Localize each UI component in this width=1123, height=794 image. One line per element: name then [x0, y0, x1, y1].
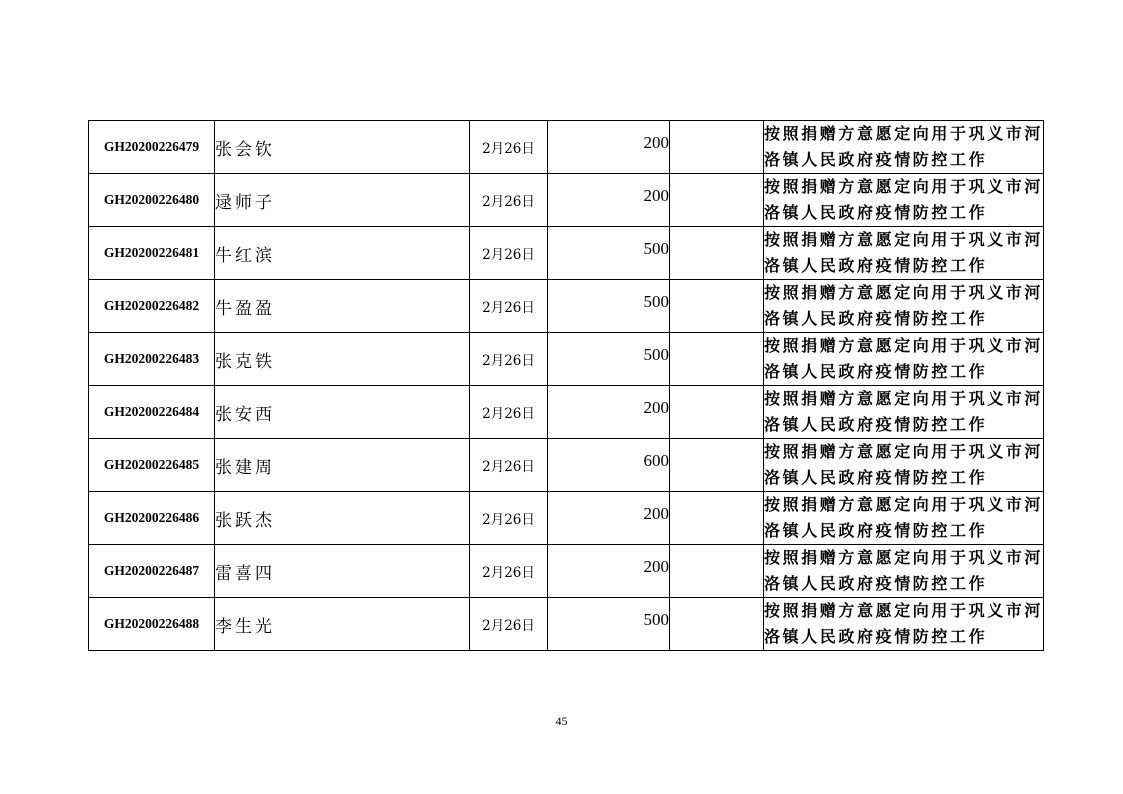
amount-value: 500 — [643, 239, 669, 258]
donation-id: GH20200226487 — [89, 545, 215, 598]
donation-date: 2月26日 — [470, 439, 548, 492]
donation-date: 2月26日 — [470, 386, 548, 439]
table-row — [89, 174, 1044, 227]
donation-id: GH20200226484 — [89, 386, 215, 439]
donation-date: 2月26日 — [470, 545, 548, 598]
donation-date: 2月26日 — [470, 598, 548, 651]
note-cell — [670, 174, 764, 227]
donation-purpose: 按照捐赠方意愿定向用于巩义市河洛镇人民政府疫情防控工作 — [764, 280, 1044, 333]
note-cell — [670, 121, 764, 174]
table-row — [89, 545, 1044, 598]
donation-amount — [548, 280, 670, 333]
donation-date: 2月26日 — [470, 280, 548, 333]
donation-purpose: 按照捐赠方意愿定向用于巩义市河洛镇人民政府疫情防控工作 — [764, 492, 1044, 545]
table-row — [89, 492, 1044, 545]
donation-date: 2月26日 — [470, 174, 548, 227]
note-cell — [670, 598, 764, 651]
donation-amount — [548, 598, 670, 651]
donation-purpose: 按照捐赠方意愿定向用于巩义市河洛镇人民政府疫情防控工作 — [764, 439, 1044, 492]
donation-amount — [548, 439, 670, 492]
amount-value: 200 — [643, 186, 669, 205]
table-row — [89, 386, 1044, 439]
note-cell — [670, 545, 764, 598]
amount-value: 500 — [643, 345, 669, 364]
note-cell — [670, 227, 764, 280]
donor-name: 张会钦 — [215, 121, 470, 174]
donation-amount — [548, 333, 670, 386]
amount-value: 200 — [643, 398, 669, 417]
amount-value: 500 — [643, 610, 669, 629]
donor-name: 牛红滨 — [215, 227, 470, 280]
amount-value: 200 — [643, 133, 669, 152]
note-cell — [670, 492, 764, 545]
donation-purpose: 按照捐赠方意愿定向用于巩义市河洛镇人民政府疫情防控工作 — [764, 174, 1044, 227]
donation-id: GH20200226488 — [89, 598, 215, 651]
donation-purpose: 按照捐赠方意愿定向用于巩义市河洛镇人民政府疫情防控工作 — [764, 598, 1044, 651]
donation-purpose: 按照捐赠方意愿定向用于巩义市河洛镇人民政府疫情防控工作 — [764, 545, 1044, 598]
note-cell — [670, 439, 764, 492]
donation-date: 2月26日 — [470, 333, 548, 386]
note-cell — [670, 280, 764, 333]
donation-purpose: 按照捐赠方意愿定向用于巩义市河洛镇人民政府疫情防控工作 — [764, 386, 1044, 439]
note-cell — [670, 386, 764, 439]
table-row — [89, 439, 1044, 492]
donor-name: 张建周 — [215, 439, 470, 492]
donation-id: GH20200226483 — [89, 333, 215, 386]
table-row — [89, 121, 1044, 174]
donor-name: 逯师子 — [215, 174, 470, 227]
donation-purpose: 按照捐赠方意愿定向用于巩义市河洛镇人民政府疫情防控工作 — [764, 121, 1044, 174]
donor-name: 雷喜四 — [215, 545, 470, 598]
donation-id: GH20200226481 — [89, 227, 215, 280]
donation-amount — [548, 386, 670, 439]
donation-table — [88, 120, 1044, 651]
amount-value: 600 — [643, 451, 669, 470]
donation-date: 2月26日 — [470, 492, 548, 545]
note-cell — [670, 333, 764, 386]
donation-amount — [548, 545, 670, 598]
donation-id: GH20200226479 — [89, 121, 215, 174]
donation-purpose: 按照捐赠方意愿定向用于巩义市河洛镇人民政府疫情防控工作 — [764, 333, 1044, 386]
amount-value: 200 — [643, 557, 669, 576]
donor-name: 张克铁 — [215, 333, 470, 386]
donation-amount — [548, 492, 670, 545]
page-number: 45 — [555, 714, 568, 728]
donation-amount — [548, 121, 670, 174]
donor-name: 牛盈盈 — [215, 280, 470, 333]
table-row — [89, 280, 1044, 333]
table-row — [89, 333, 1044, 386]
donor-name: 张跃杰 — [215, 492, 470, 545]
donation-amount — [548, 227, 670, 280]
donation-date: 2月26日 — [470, 121, 548, 174]
donation-id: GH20200226486 — [89, 492, 215, 545]
donation-purpose: 按照捐赠方意愿定向用于巩义市河洛镇人民政府疫情防控工作 — [764, 227, 1044, 280]
amount-value: 200 — [643, 504, 669, 523]
donation-id: GH20200226480 — [89, 174, 215, 227]
donation-date: 2月26日 — [470, 227, 548, 280]
donor-name: 张安西 — [215, 386, 470, 439]
table-row — [89, 227, 1044, 280]
table-row — [89, 598, 1044, 651]
donation-id: GH20200226482 — [89, 280, 215, 333]
donation-amount — [548, 174, 670, 227]
amount-value: 500 — [643, 292, 669, 311]
donation-id: GH20200226485 — [89, 439, 215, 492]
donor-name: 李生光 — [215, 598, 470, 651]
